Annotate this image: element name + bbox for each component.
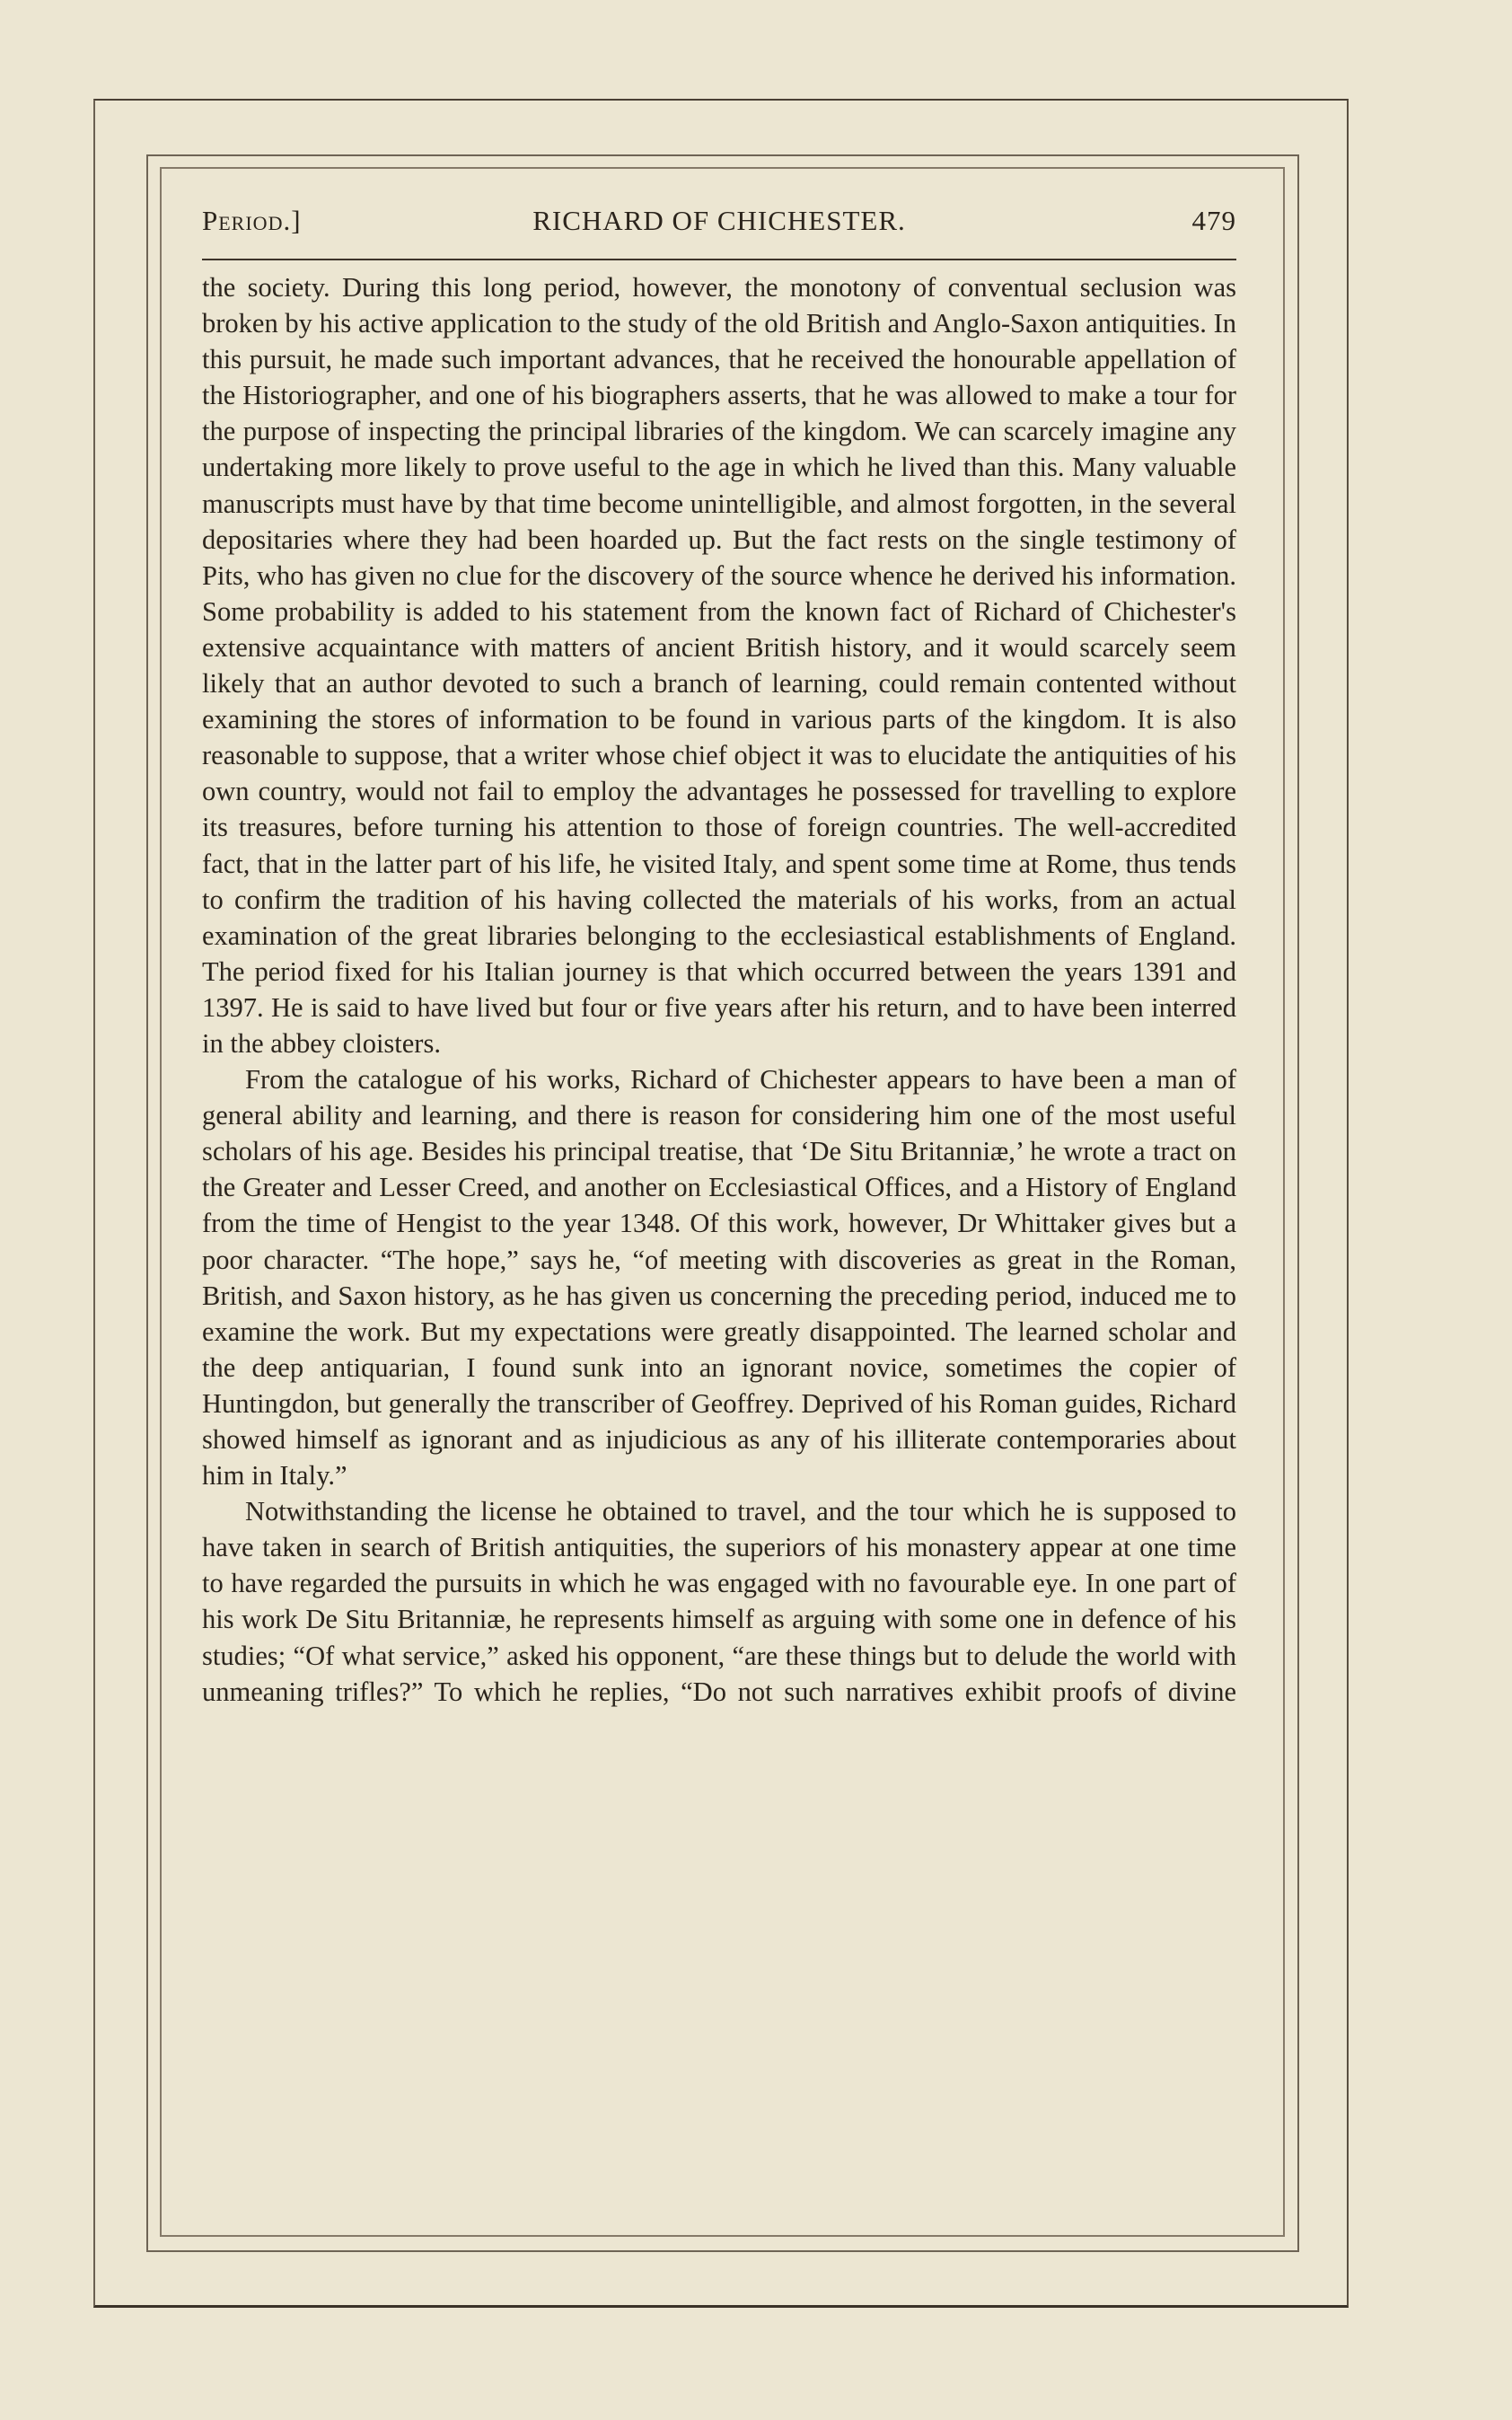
header-title: RICHARD OF CHICHESTER. [532,205,906,236]
paragraph-1: the society. During this long period, however, the monotony of conventual seclusion was broken by his active application to the study of the old British and Anglo-Saxon antiquities. In this pursuit, he made such important advances, that he received the honourable appellation of the Historiographer, and one of his biographers asserts, that he was allowed to make a tour for the purpose of inspecting the principal libraries of the kingdom. We can scarcely imagine any undertaking more likely to prove useful to the age in which he lived than this. Many valuable manuscripts must have by that time become unintelligible, and almost forgotten, in the several depositaries where they had been hoarded up. But the fact rests on the single testimony of Pits, who has given no clue for the discovery of the source whence he derived his information. Some probability is added to his statement from the known fact of Richard of Chichester's extensive acquaintance with matters of ancient British history, and it would scarcely seem likely that an author devoted to such a branch of learning, could remain contented without examining the stores of information to be found in various parts of the kingdom. It is also reasonable to suppose, that a writer whose chief object it was to elucidate the antiquities of his own country, would not fail to employ the advantages he possessed for travelling to explore its treasures, before turning his attention to those of foreign countries. The well-accredited fact, that in the latter part of his life, he visited Italy, and spent some time at Rome, thus tends to confirm the tradition of his having collected the materials of his works, from an actual examination of the great libraries belonging to the ecclesiastical establishments of England. The period fixed for his Italian journey is that which occurred between the years 1391 and 1397. He is said to have lived but four or five years after his return, and to have been interred in the abbey cloisters. [202,272,1236,1059]
paragraph-3: Notwithstanding the license he obtained to travel, and the tour which he is supposed to have taken in search of British antiquities, the superiors of his monastery appear at one time to have regarded the pursuits in which he was engaged with no favourable eye. In one part of his work De Situ Britanniæ, he represents himself as arguing with some one in defence of his studies; “Of what service,” asked his opponent, “are these things but to delude the world with unmeaning trifles?” To which he replies, “Do not such narratives exhibit proofs of divine [202,1496,1236,1707]
page-text [202,269,1236,1710]
header-section: Period.] [202,205,302,236]
running-header [202,205,1236,244]
header-rule [202,259,1236,260]
page-number: 479 [1191,205,1236,236]
paragraph-2: From the catalogue of his works, Richard of Chichester appears to have been a man of general ability and learning, and there is reason for considering him one of the most useful scholars of his age. Besides his principal treatise, that ‘De Situ Britanniæ,’ he wrote a tract on the Greater and Lesser Creed, and another on Ecclesiastical Offices, and a History of England from the time of Hengist to the year 1348. Of this work, however, Dr Whittaker gives but a poor character. “The hope,” says he, “of meeting with discoveries as great in the Roman, British, and Saxon history, as he has given us concerning the preceding period, induced me to examine the work. But my expectations were greatly disappointed. The learned scholar and the deep antiquarian, I found sunk into an ignorant novice, sometimes the copier of Huntingdon, but generally the transcriber of Geoffrey. Deprived of his Roman guides, Richard showed himself as ignorant and as injudicious as any of his illiterate contemporaries about him in Italy.” [202,1064,1236,1492]
